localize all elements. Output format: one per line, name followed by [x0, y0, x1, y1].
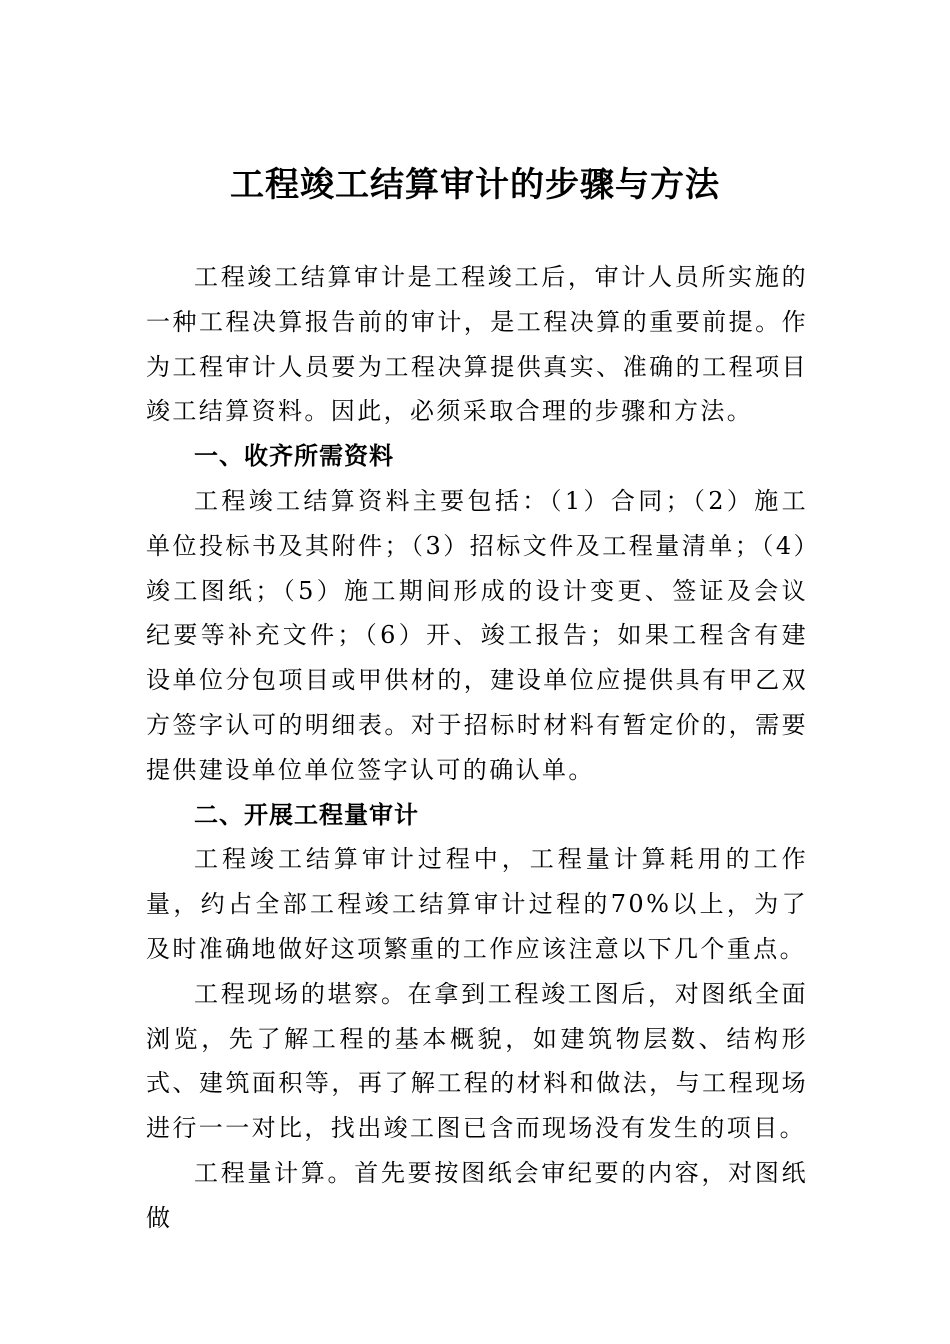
section-heading-1: 一、收齐所需资料: [194, 442, 394, 471]
site-survey-paragraph: 工程现场的堪察。在拿到工程竣工图后，对图纸全面浏览，先了解工程的基本概貌，如建筑物层数、结构形式、建筑面积等，再了解工程的材料和做法，与工程现场进行一一对比，找出竣工图已含而现场没有发生的项目。: [146, 979, 808, 1143]
materials-paragraph: 工程竣工结算资料主要包括：（1）合同；（2）施工单位投标书及其附件；（3）招标文件及工程量清单；（4）竣工图纸；（5）施工期间形成的设计变更、签证及会议纪要等补充文件；（6）开、竣工报告；如果工程含有建设单位分包项目或甲供材的，建设单位应提供具有甲乙双方签字认可的明细表。对于招标时材料有暂定价的，需要提供建设单位单位签字认可的确认单。: [146, 486, 808, 784]
document-title: 工程竣工结算审计的步骤与方法: [230, 165, 720, 205]
quantity-calc-paragraph: 工程量计算。首先要按图纸会审纪要的内容，对图纸做: [146, 1158, 808, 1232]
section-heading-2: 二、开展工程量审计: [194, 800, 419, 829]
intro-paragraph: 工程竣工结算审计是工程竣工后，审计人员所实施的一种工程决算报告前的审计，是工程决算的重要前提。作为工程审计人员要为工程决算提供真实、准确的工程项目竣工结算资料。因此，必须采取合理的步骤和方法。: [146, 263, 808, 426]
document-body: [146, 255, 808, 1241]
quantity-audit-paragraph: 工程竣工结算审计过程中，工程量计算耗用的工作量，约占全部工程竣工结算审计过程的70%以上，为了及时准确地做好这项繁重的工作应该注意以下几个重点。: [146, 845, 808, 963]
